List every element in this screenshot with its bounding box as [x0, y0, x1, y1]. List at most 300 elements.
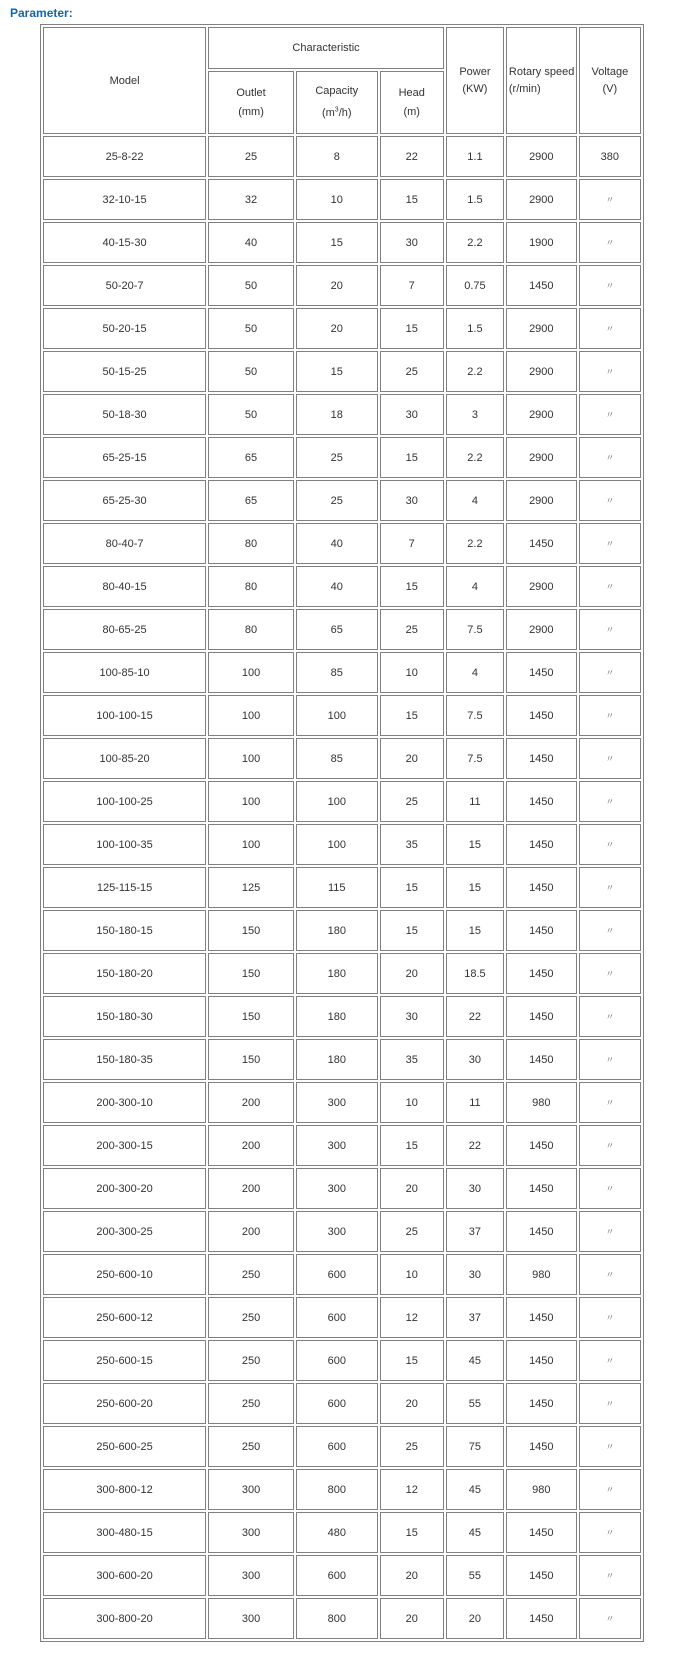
parameter-table: [40, 24, 644, 1642]
cell-model: 50-15-25: [43, 351, 206, 392]
table-row: [43, 1469, 641, 1510]
cell-model: 150-180-20: [43, 953, 206, 994]
cell-head: 30: [380, 394, 444, 435]
table-row: [43, 695, 641, 736]
section-title: Parameter:: [10, 6, 73, 20]
cell-power: 11: [446, 781, 504, 822]
cell-model: 300-800-20: [43, 1598, 206, 1639]
cell-outlet: 150: [208, 953, 294, 994]
cell-head: 10: [380, 652, 444, 693]
cell-speed: 2900: [506, 394, 577, 435]
cell-speed: 1450: [506, 738, 577, 779]
cell-head: 15: [380, 867, 444, 908]
cell-power: 18.5: [446, 953, 504, 994]
cell-outlet: 25: [208, 136, 294, 177]
cell-power: 22: [446, 1125, 504, 1166]
cell-model: 50-20-7: [43, 265, 206, 306]
cell-outlet: 50: [208, 394, 294, 435]
cell-voltage: 〃: [579, 781, 641, 822]
table-row: [43, 1039, 641, 1080]
cell-outlet: 100: [208, 781, 294, 822]
cell-model: 25-8-22: [43, 136, 206, 177]
cell-capacity: 600: [296, 1254, 378, 1295]
cell-model: 80-65-25: [43, 609, 206, 650]
cell-voltage: 〃: [579, 265, 641, 306]
cell-outlet: 250: [208, 1297, 294, 1338]
cell-power: 2.2: [446, 222, 504, 263]
cell-outlet: 200: [208, 1211, 294, 1252]
cell-speed: 1450: [506, 1168, 577, 1209]
cell-voltage: 〃: [579, 996, 641, 1037]
cell-capacity: 65: [296, 609, 378, 650]
cell-speed: 1450: [506, 652, 577, 693]
table-row: [43, 1125, 641, 1166]
table-row: [43, 1168, 641, 1209]
cell-power: 4: [446, 652, 504, 693]
header-capacity: [296, 71, 378, 134]
cell-model: 250-600-12: [43, 1297, 206, 1338]
cell-voltage: 〃: [579, 437, 641, 478]
cell-outlet: 150: [208, 910, 294, 951]
cell-voltage: 〃: [579, 910, 641, 951]
header-head: [380, 71, 444, 134]
cell-power: 22: [446, 996, 504, 1037]
cell-model: 125-115-15: [43, 867, 206, 908]
cell-capacity: 18: [296, 394, 378, 435]
cell-model: 80-40-15: [43, 566, 206, 607]
cell-power: 20: [446, 1598, 504, 1639]
header-speed-label: Rotary speed: [508, 65, 575, 78]
cell-speed: 1450: [506, 1125, 577, 1166]
cell-speed: 2900: [506, 566, 577, 607]
cell-capacity: 180: [296, 910, 378, 951]
cell-outlet: 300: [208, 1555, 294, 1596]
cell-capacity: 180: [296, 1039, 378, 1080]
cell-speed: 2900: [506, 308, 577, 349]
cell-power: 3: [446, 394, 504, 435]
cell-head: 15: [380, 437, 444, 478]
cell-power: 7.5: [446, 695, 504, 736]
cell-model: 250-600-20: [43, 1383, 206, 1424]
cell-head: 15: [380, 910, 444, 951]
cell-head: 10: [380, 1254, 444, 1295]
cell-voltage: 〃: [579, 824, 641, 865]
cell-voltage: 〃: [579, 953, 641, 994]
cell-speed: 2900: [506, 136, 577, 177]
cell-power: 7.5: [446, 738, 504, 779]
header-voltage: [579, 27, 641, 134]
cell-speed: 1450: [506, 1555, 577, 1596]
cell-voltage: 〃: [579, 867, 641, 908]
cell-model: 300-480-15: [43, 1512, 206, 1553]
cell-voltage: 〃: [579, 1082, 641, 1123]
table-row: [43, 1555, 641, 1596]
cell-speed: 1450: [506, 1512, 577, 1553]
cell-voltage: 〃: [579, 652, 641, 693]
cell-power: 1.5: [446, 308, 504, 349]
table-row: [43, 1211, 641, 1252]
cell-head: 15: [380, 695, 444, 736]
cell-speed: 2900: [506, 609, 577, 650]
cell-capacity: 85: [296, 738, 378, 779]
cell-capacity: 180: [296, 996, 378, 1037]
cell-speed: 1450: [506, 781, 577, 822]
cell-voltage: 〃: [579, 179, 641, 220]
cell-power: 37: [446, 1297, 504, 1338]
cell-head: 15: [380, 1512, 444, 1553]
cell-speed: 2900: [506, 437, 577, 478]
cell-head: 20: [380, 1598, 444, 1639]
cell-power: 15: [446, 910, 504, 951]
table-row: [43, 867, 641, 908]
cell-speed: 1450: [506, 996, 577, 1037]
cell-voltage: 〃: [579, 1211, 641, 1252]
cell-capacity: 180: [296, 953, 378, 994]
cell-head: 30: [380, 996, 444, 1037]
cell-model: 200-300-10: [43, 1082, 206, 1123]
cell-outlet: 50: [208, 308, 294, 349]
cell-model: 100-100-15: [43, 695, 206, 736]
table-row: [43, 265, 641, 306]
table-row: [43, 480, 641, 521]
cell-outlet: 80: [208, 566, 294, 607]
cell-capacity: 600: [296, 1340, 378, 1381]
cell-capacity: 800: [296, 1469, 378, 1510]
cell-voltage: 〃: [579, 1426, 641, 1467]
table-row: [43, 781, 641, 822]
header-power-label: Power: [459, 65, 491, 78]
cell-model: 100-85-10: [43, 652, 206, 693]
cell-capacity: 20: [296, 308, 378, 349]
cell-speed: 2900: [506, 179, 577, 220]
header-capacity-unit: $(m^3/h)$: [321, 106, 352, 120]
cell-power: 45: [446, 1469, 504, 1510]
cell-voltage: 380: [579, 136, 641, 177]
cell-model: 50-20-15: [43, 308, 206, 349]
cell-head: 20: [380, 738, 444, 779]
cell-power: 2.2: [446, 437, 504, 478]
cell-outlet: 80: [208, 609, 294, 650]
header-model: Model: [43, 27, 206, 134]
cell-outlet: 200: [208, 1125, 294, 1166]
cell-outlet: 300: [208, 1598, 294, 1639]
cell-model: 100-100-25: [43, 781, 206, 822]
cell-head: 20: [380, 1555, 444, 1596]
cell-model: 50-18-30: [43, 394, 206, 435]
table-row: [43, 222, 641, 263]
cell-outlet: 250: [208, 1426, 294, 1467]
cell-head: 20: [380, 953, 444, 994]
table-row: [43, 394, 641, 435]
cell-voltage: 〃: [579, 1168, 641, 1209]
cell-voltage: 〃: [579, 308, 641, 349]
cell-power: 30: [446, 1168, 504, 1209]
cell-voltage: 〃: [579, 394, 641, 435]
cell-head: 15: [380, 1125, 444, 1166]
cell-outlet: 100: [208, 695, 294, 736]
cell-head: 30: [380, 222, 444, 263]
cell-head: 7: [380, 523, 444, 564]
cell-voltage: 〃: [579, 738, 641, 779]
cell-voltage: 〃: [579, 1598, 641, 1639]
cell-outlet: 150: [208, 1039, 294, 1080]
header-outlet-label: Outlet: [236, 86, 266, 99]
header-power-unit: (KW): [462, 82, 488, 95]
cell-power: 55: [446, 1383, 504, 1424]
cell-voltage: 〃: [579, 523, 641, 564]
cell-power: 0.75: [446, 265, 504, 306]
cell-head: 7: [380, 265, 444, 306]
cell-speed: 1900: [506, 222, 577, 263]
cell-outlet: 50: [208, 351, 294, 392]
cell-capacity: 600: [296, 1297, 378, 1338]
cell-voltage: 〃: [579, 695, 641, 736]
table-row: [43, 1254, 641, 1295]
cell-outlet: 100: [208, 824, 294, 865]
cell-speed: 1450: [506, 953, 577, 994]
cell-head: 22: [380, 136, 444, 177]
cell-capacity: 20: [296, 265, 378, 306]
header-voltage-unit: (V): [602, 82, 618, 95]
cell-outlet: 200: [208, 1082, 294, 1123]
cell-speed: 1450: [506, 1426, 577, 1467]
cell-power: 75: [446, 1426, 504, 1467]
cell-voltage: 〃: [579, 1039, 641, 1080]
cell-speed: 1450: [506, 695, 577, 736]
cell-capacity: 300: [296, 1211, 378, 1252]
table-row: [43, 824, 641, 865]
cell-head: 15: [380, 566, 444, 607]
cell-speed: 1450: [506, 1598, 577, 1639]
header-voltage-label: Voltage: [591, 65, 629, 78]
table-row: [43, 136, 641, 177]
cell-capacity: 100: [296, 824, 378, 865]
cell-head: 25: [380, 1211, 444, 1252]
cell-power: 4: [446, 566, 504, 607]
header-power: [446, 27, 504, 134]
cell-outlet: 100: [208, 652, 294, 693]
cell-capacity: 85: [296, 652, 378, 693]
header-outlet-unit: (mm): [238, 105, 264, 118]
cell-voltage: 〃: [579, 1340, 641, 1381]
cell-capacity: 115: [296, 867, 378, 908]
cell-model: 100-100-35: [43, 824, 206, 865]
cell-head: 15: [380, 308, 444, 349]
table-row: [43, 652, 641, 693]
cell-voltage: 〃: [579, 222, 641, 263]
cell-outlet: 65: [208, 480, 294, 521]
cell-model: 200-300-20: [43, 1168, 206, 1209]
cell-capacity: 15: [296, 222, 378, 263]
cell-speed: 2900: [506, 351, 577, 392]
cell-outlet: 125: [208, 867, 294, 908]
cell-speed: 980: [506, 1469, 577, 1510]
cell-power: 1.5: [446, 179, 504, 220]
cell-model: 250-600-15: [43, 1340, 206, 1381]
cell-model: 200-300-25: [43, 1211, 206, 1252]
cell-head: 15: [380, 179, 444, 220]
header-capacity-label: Capacity: [315, 84, 359, 97]
cell-outlet: 200: [208, 1168, 294, 1209]
cell-model: 150-180-30: [43, 996, 206, 1037]
cell-power: 11: [446, 1082, 504, 1123]
table-row: [43, 1426, 641, 1467]
cell-outlet: 250: [208, 1340, 294, 1381]
cell-capacity: 25: [296, 437, 378, 478]
cell-outlet: 100: [208, 738, 294, 779]
cell-model: 100-85-20: [43, 738, 206, 779]
table-row: [43, 1512, 641, 1553]
cell-power: 37: [446, 1211, 504, 1252]
cell-voltage: 〃: [579, 1512, 641, 1553]
cell-power: 7.5: [446, 609, 504, 650]
table-row: [43, 1340, 641, 1381]
cell-head: 20: [380, 1168, 444, 1209]
cell-head: 25: [380, 781, 444, 822]
cell-outlet: 250: [208, 1254, 294, 1295]
table-row: [43, 523, 641, 564]
cell-voltage: 〃: [579, 1254, 641, 1295]
cell-capacity: 40: [296, 523, 378, 564]
cell-speed: 1450: [506, 1039, 577, 1080]
cell-power: 45: [446, 1512, 504, 1553]
cell-power: 2.2: [446, 523, 504, 564]
cell-speed: 1450: [506, 1340, 577, 1381]
cell-model: 300-600-20: [43, 1555, 206, 1596]
cell-speed: 1450: [506, 1211, 577, 1252]
cell-speed: 1450: [506, 1383, 577, 1424]
cell-outlet: 40: [208, 222, 294, 263]
cell-power: 1.1: [446, 136, 504, 177]
cell-outlet: 150: [208, 996, 294, 1037]
cell-speed: 1450: [506, 867, 577, 908]
cell-capacity: 300: [296, 1168, 378, 1209]
cell-voltage: 〃: [579, 351, 641, 392]
cell-capacity: 100: [296, 781, 378, 822]
cell-model: 32-10-15: [43, 179, 206, 220]
cell-outlet: 250: [208, 1383, 294, 1424]
table-row: [43, 179, 641, 220]
cell-voltage: 〃: [579, 566, 641, 607]
cell-capacity: 600: [296, 1555, 378, 1596]
cell-head: 25: [380, 351, 444, 392]
cell-capacity: 15: [296, 351, 378, 392]
cell-power: 15: [446, 824, 504, 865]
cell-head: 12: [380, 1297, 444, 1338]
table-row: [43, 609, 641, 650]
cell-head: 35: [380, 824, 444, 865]
cell-model: 300-800-12: [43, 1469, 206, 1510]
cell-outlet: 32: [208, 179, 294, 220]
cell-model: 150-180-35: [43, 1039, 206, 1080]
cell-power: 4: [446, 480, 504, 521]
cell-model: 250-600-10: [43, 1254, 206, 1295]
cell-outlet: 65: [208, 437, 294, 478]
cell-speed: 980: [506, 1254, 577, 1295]
cell-speed: 1450: [506, 265, 577, 306]
cell-power: 30: [446, 1039, 504, 1080]
cell-voltage: 〃: [579, 1125, 641, 1166]
cell-capacity: 10: [296, 179, 378, 220]
cell-capacity: 800: [296, 1598, 378, 1639]
cell-model: 65-25-30: [43, 480, 206, 521]
cell-model: 150-180-15: [43, 910, 206, 951]
cell-power: 2.2: [446, 351, 504, 392]
cell-outlet: 50: [208, 265, 294, 306]
cell-power: 30: [446, 1254, 504, 1295]
table-row: [43, 738, 641, 779]
table-row: [43, 308, 641, 349]
cell-head: 25: [380, 609, 444, 650]
cell-capacity: 8: [296, 136, 378, 177]
table-row: [43, 910, 641, 951]
header-head-unit: (m): [403, 105, 420, 118]
cell-head: 35: [380, 1039, 444, 1080]
cell-speed: 1450: [506, 824, 577, 865]
table-row: [43, 1082, 641, 1123]
cell-capacity: 300: [296, 1082, 378, 1123]
cell-power: 45: [446, 1340, 504, 1381]
cell-capacity: 25: [296, 480, 378, 521]
cell-capacity: 40: [296, 566, 378, 607]
table-row: [43, 1598, 641, 1639]
cell-model: 65-25-15: [43, 437, 206, 478]
cell-model: 80-40-7: [43, 523, 206, 564]
cell-capacity: 300: [296, 1125, 378, 1166]
cell-head: 15: [380, 1340, 444, 1381]
table-row: [43, 996, 641, 1037]
cell-voltage: 〃: [579, 1383, 641, 1424]
cell-capacity: 600: [296, 1383, 378, 1424]
cell-model: 250-600-25: [43, 1426, 206, 1467]
cell-outlet: 300: [208, 1469, 294, 1510]
cell-speed: 1450: [506, 1297, 577, 1338]
header-speed-unit: (r/min): [508, 82, 541, 95]
cell-speed: 980: [506, 1082, 577, 1123]
cell-voltage: 〃: [579, 1469, 641, 1510]
header-head-label: Head: [398, 86, 425, 99]
table-row: [43, 1383, 641, 1424]
table-row: [43, 351, 641, 392]
cell-head: 12: [380, 1469, 444, 1510]
cell-outlet: 300: [208, 1512, 294, 1553]
header-characteristic: Characteristic: [208, 27, 444, 69]
cell-outlet: 80: [208, 523, 294, 564]
table-body: [43, 136, 641, 1639]
table-row: [43, 437, 641, 478]
cell-head: 20: [380, 1383, 444, 1424]
cell-speed: 1450: [506, 523, 577, 564]
cell-voltage: 〃: [579, 480, 641, 521]
table-row: [43, 953, 641, 994]
cell-voltage: 〃: [579, 609, 641, 650]
table-row: [43, 1297, 641, 1338]
cell-model: 200-300-15: [43, 1125, 206, 1166]
cell-capacity: 480: [296, 1512, 378, 1553]
cell-power: 55: [446, 1555, 504, 1596]
table-row: [43, 566, 641, 607]
cell-head: 30: [380, 480, 444, 521]
cell-speed: 2900: [506, 480, 577, 521]
header-outlet: [208, 71, 294, 134]
header-rotary-speed: [506, 27, 577, 134]
cell-capacity: 600: [296, 1426, 378, 1467]
cell-voltage: 〃: [579, 1555, 641, 1596]
cell-head: 25: [380, 1426, 444, 1467]
cell-voltage: 〃: [579, 1297, 641, 1338]
cell-model: 40-15-30: [43, 222, 206, 263]
cell-speed: 1450: [506, 910, 577, 951]
